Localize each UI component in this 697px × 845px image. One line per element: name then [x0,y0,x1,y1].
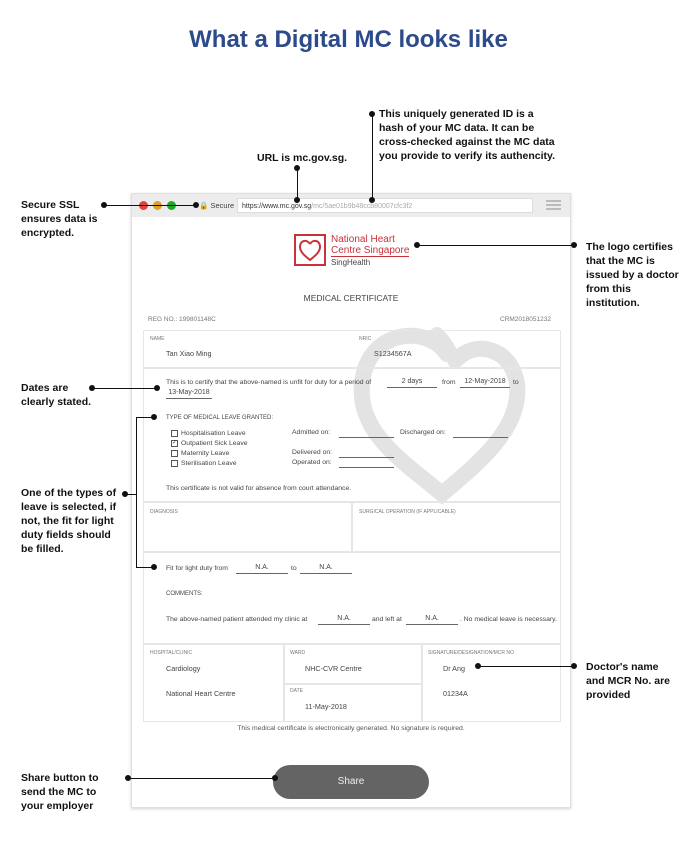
light-duty-box [143,552,561,644]
menu-icon[interactable] [546,200,561,202]
crm-no: CRM2018051232 [500,316,551,323]
share-button[interactable]: Share [273,765,429,799]
doctor-name: Dr Ang [443,664,465,673]
annotation-dates: Dates are clearly stated. [21,382,92,408]
annotation-bracket [136,417,137,568]
diagnosis-label: DIAGNOSIS [150,509,178,515]
patient-name: Tan Xiao Ming [166,349,212,358]
annotation-line [125,494,136,495]
annotation-hash: This uniquely generated ID is a hash of your MC data. It can be cross-checked against the MC data you provide to verify its authencity. [379,108,556,162]
signature-label: SIGNATURE/DESIGNATION/MCR NO [428,650,514,656]
annotation-line [297,168,298,200]
annotation-dot [272,775,278,781]
ward-value: NHC-CVR Centre [305,664,362,673]
secure-label: Secure [210,201,235,210]
checkbox-hospitalisation[interactable] [171,430,178,437]
menu-icon-bar [546,204,561,206]
operated-field [339,457,394,468]
leave-option[interactable] [171,459,248,469]
signature-box [422,644,561,722]
page-title: What a Digital MC looks like [189,26,508,53]
ward-box [284,644,422,684]
hospital-box [143,644,284,722]
admitted-label: Admitted on: [292,429,331,436]
patient-info-box [143,330,561,368]
annotation-url: URL is mc.gov.sg. [257,152,348,164]
no-leave-text: . No medical leave is necessary. [460,616,557,623]
annotation-dot [154,385,160,391]
annotation-ssl: Secure SSL ensures data is encrypted. [21,199,98,239]
date-box [284,684,422,722]
leave-option-label: Outpatient Sick Leave [181,440,248,447]
leave-option[interactable] [171,449,248,459]
to-label: to [513,379,519,386]
annotation-dot [151,414,157,420]
surgical-label: SURGICAL OPERATION (IF APPLICABLE) [359,509,456,515]
url-main: https://www.mc.gov.sg [242,203,312,210]
logo-line-2: Centre Singapore [331,245,410,256]
date-value: 11-May-2018 [305,702,347,711]
certify-text: This is to certify that the above-named is unfit for duty for a period of [166,379,372,386]
url-hash: /mc/5ae01b9b48ccb80007cfc3f2 [311,203,413,210]
light-duty-from: N.A. [236,563,288,574]
annotation-doctor: Doctor's name and MCR No. are provided [586,661,671,701]
attended-at: N.A. [318,614,370,625]
logo-line-1: National Heart [331,234,395,245]
annotation-share: Share button to send the MC to your employer [21,772,99,812]
logo-text [331,234,409,268]
heart-logo-icon [296,236,324,264]
address-bar[interactable] [237,198,533,213]
delivered-label: Delivered on: [292,449,333,456]
certificate-footer: This medical certificate is electronically generated. No signature is required. [237,725,465,732]
leave-option[interactable] [171,439,248,449]
browser-window [131,193,571,808]
reg-no: REG NO.: 199801148C [148,316,216,323]
from-date: 12-May-2018 [460,377,510,388]
leave-option-label: Maternity Leave [181,450,230,457]
annotation-dot [369,197,375,203]
annotation-dot [571,663,577,669]
annotation-line [104,205,196,206]
annotation-leave-types: One of the types of leave is selected, if not, the fit for light duty fields should be filled. [21,487,117,555]
leave-days: 2 days [387,377,437,388]
hospital-dept: Cardiology [166,664,201,673]
surgical-box [352,502,561,552]
date-label: DATE [290,688,303,694]
admitted-field [339,427,394,438]
left-label: and left at [372,616,402,623]
discharged-label: Discharged on: [400,429,446,436]
leave-type-label: TYPE OF MEDICAL LEAVE GRANTED: [166,415,274,421]
nric-value: S1234567A [374,349,412,358]
certificate-heading: MEDICAL CERTIFICATE [303,293,399,303]
checkbox-sterilisation[interactable] [171,460,178,467]
diagnosis-box [143,502,352,552]
mcr-no: 01234A [443,689,468,698]
light-duty-to: N.A. [300,563,352,574]
nhcs-logo [294,234,326,266]
menu-icon-bar [546,208,561,210]
ward-label: WARD [290,650,306,656]
checkbox-maternity[interactable] [171,450,178,457]
leave-type-list [171,429,248,469]
annotation-dot [193,202,199,208]
hospital-label: HOSPITAL/CLINIC [150,650,193,656]
name-label: NAME [150,336,165,342]
checkbox-outpatient[interactable]: ✓ [172,439,178,446]
leave-option-label: Sterilisation Leave [181,460,237,467]
annotation-dot [294,197,300,203]
to-date: 13-May-2018 [166,388,212,399]
operated-label: Operated on: [292,459,332,466]
annotation-line [417,245,574,246]
discharged-field [453,427,508,438]
left-at: N.A. [406,614,458,625]
comments-label: COMMENTS: [166,591,203,597]
light-duty-label: Fit for light duty from [166,565,228,572]
annotation-line [128,778,275,779]
annotation-dot [151,564,157,570]
annotation-logo: The logo certifies that the MC is issued by a doctor from this institution. [586,241,679,309]
annotation-line [92,388,157,389]
hospital-name: National Heart Centre [166,689,236,698]
leave-option[interactable] [171,429,248,439]
logo-line-3: SingHealth [331,258,371,267]
light-duty-to-label: to [291,565,297,572]
lock-icon: 🔒 [199,201,209,210]
annotation-line [478,666,574,667]
annotation-line [372,114,373,200]
nric-label: NRIC [359,336,372,342]
leave-details-box [143,368,561,502]
annotation-dot [571,242,577,248]
attended-text: The above-named patient attended my clinic at [166,616,308,623]
secure-indicator[interactable] [199,199,234,212]
from-label: from [442,379,456,386]
leave-option-label: Hospitalisation Leave [181,430,246,437]
court-note: This certificate is not valid for absence from court attendance. [166,485,352,492]
